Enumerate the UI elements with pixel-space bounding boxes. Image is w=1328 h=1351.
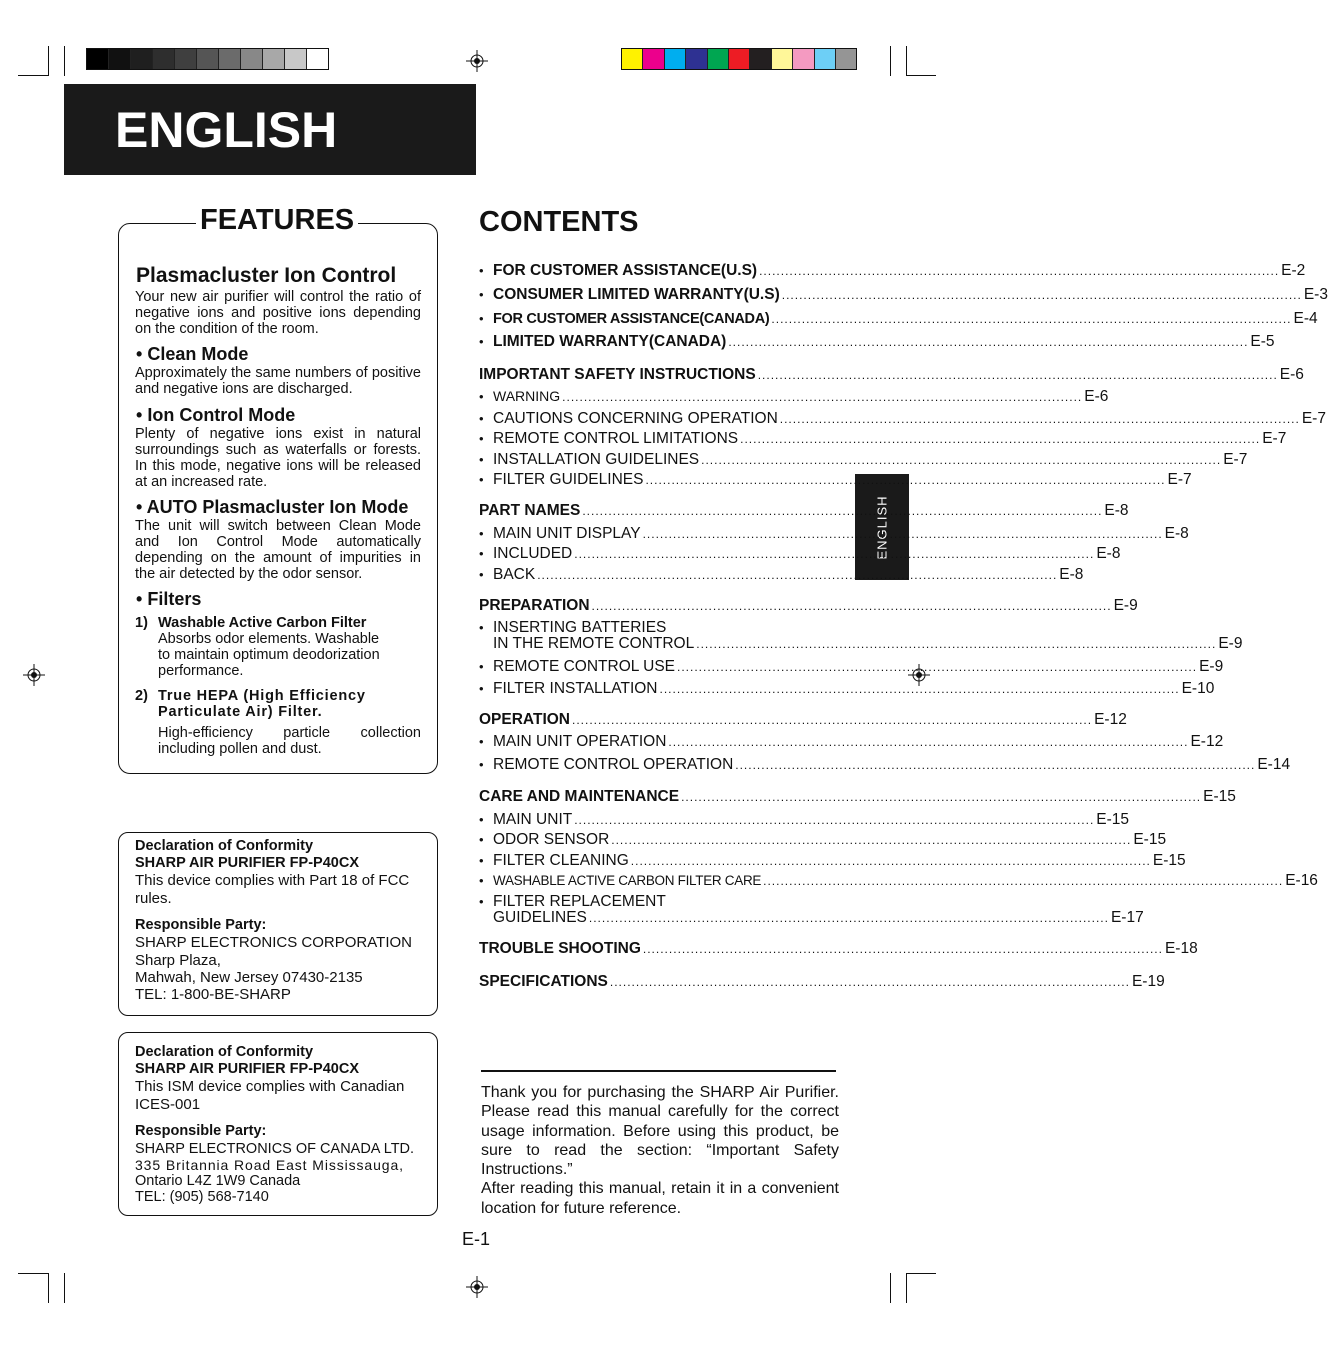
toc-entry-label: PART NAMES (479, 502, 581, 519)
toc-bullet: • (479, 334, 484, 349)
color-calibration-bar (621, 48, 857, 70)
filter-2-number: 2) (135, 688, 148, 704)
toc-row (479, 852, 1186, 870)
color-swatch (835, 49, 856, 69)
toc-entry-label: IN THE REMOTE CONTROL (493, 635, 695, 652)
toc-entry-label: LIMITED WARRANTY(CANADA) (493, 333, 727, 350)
toc-entry-label: INSERTING BATTERIES (493, 619, 667, 636)
toc-row (479, 388, 1109, 406)
declaration-us-address-3: Mahwah, New Jersey 07430-2135 (135, 969, 363, 986)
toc-leader-dots: ........................................................................................................................ (659, 682, 1180, 696)
toc-bullet: • (479, 526, 484, 541)
toc-row (479, 756, 1291, 774)
toc-entry-label: FOR CUSTOMER ASSISTANCE(U.S) (493, 262, 758, 279)
color-swatch (284, 49, 306, 69)
toc-row (479, 525, 1189, 543)
registration-mark-icon (466, 50, 488, 72)
toc-row (479, 788, 1236, 806)
toc-entry-label: BACK (493, 566, 536, 583)
toc-entry-page: E-7 (1301, 410, 1326, 427)
toc-row (479, 680, 1215, 698)
toc-bullet: • (479, 411, 484, 426)
toc-entry-page: E-6 (1084, 388, 1109, 405)
color-swatch (749, 49, 770, 69)
color-swatch (240, 49, 262, 69)
thank-you-paragraph-1: Thank you for purchasing the SHARP Air Purifier. Please read this manual carefully for the correct usage information. Before using this product, be sure to read the section: “Important Safety Instructions.” (481, 1084, 839, 1179)
toc-row (479, 410, 1326, 428)
declaration-canada-address-1: SHARP ELECTRONICS OF CANADA LTD. (135, 1141, 415, 1157)
toc-entry-page: E-17 (1110, 909, 1144, 926)
toc-bullet: • (479, 620, 484, 635)
toc-bullet: • (479, 757, 484, 772)
toc-entry-page: E-18 (1164, 940, 1198, 957)
toc-leader-dots: ........................................................................................................................ (781, 288, 1302, 302)
filter-1-title: Washable Active Carbon Filter (158, 615, 367, 631)
toc-row (479, 502, 1129, 520)
toc-leader-dots: ........................................................................................................................ (757, 368, 1278, 382)
toc-entry-page: E-15 (1203, 788, 1236, 805)
toc-leader-dots: ........................................................................................................................ (588, 911, 1109, 925)
toc-entry-page: E-9 (1218, 635, 1243, 652)
toc-entry-label: TROUBLE SHOOTING (479, 940, 641, 957)
color-swatch (87, 49, 108, 69)
toc-entry-page: E-10 (1181, 680, 1215, 697)
color-swatch (152, 49, 174, 69)
color-swatch (771, 49, 792, 69)
toc-entry-page: E-7 (1167, 471, 1192, 488)
toc-leader-dots: ........................................................................................................................ (609, 975, 1130, 989)
toc-leader-dots: ........................................................................................................................ (562, 390, 1083, 404)
declaration-us-phone: TEL: 1-800-BE-SHARP (135, 986, 291, 1003)
declaration-canada-line1: This ISM device complies with Canadian (135, 1078, 405, 1095)
toc-leader-dots: ........................................................................................................................ (735, 758, 1256, 772)
toc-bullet: • (479, 873, 484, 888)
toc-entry-page: E-9 (1199, 658, 1224, 675)
toc-row (479, 635, 1243, 653)
toc-row (479, 831, 1167, 849)
toc-entry-page: E-12 (1190, 733, 1224, 750)
toc-entry-page: E-19 (1131, 973, 1165, 990)
ion-mode-heading: Ion Control Mode (147, 405, 296, 425)
toc-bullet: • (479, 659, 484, 674)
toc-entry-page: E-7 (1262, 430, 1287, 447)
toc-leader-dots: ........................................................................................................................ (591, 599, 1112, 613)
color-swatch (306, 49, 328, 69)
toc-entry-page: E-2 (1281, 262, 1306, 279)
toc-row (479, 658, 1224, 676)
toc-leader-dots: ........................................................................................................................ (611, 833, 1132, 847)
toc-row (479, 733, 1224, 751)
auto-mode-heading: AUTO Plasmacluster Ion Mode (146, 497, 409, 517)
toc-row (479, 711, 1127, 729)
bullet: • (136, 497, 143, 517)
toc-entry-page: E-16 (1285, 872, 1318, 889)
toc-row (479, 310, 1318, 328)
page-number: E-1 (462, 1229, 491, 1249)
toc-leader-dots: ........................................................................................................................ (779, 412, 1300, 426)
toc-row (479, 811, 1130, 829)
toc-bullet: • (479, 812, 484, 827)
declaration-canada-address-3: Ontario L4Z 1W9 Canada (135, 1173, 301, 1189)
toc-entry-page: E-12 (1094, 711, 1127, 728)
toc-row (479, 430, 1287, 448)
filter-1-text: Absorbs odor elements. Washable to maintain optimum deodorization performance. (158, 631, 380, 679)
toc-entry-label: ODOR SENSOR (493, 831, 610, 848)
toc-bullet: • (479, 681, 484, 696)
toc-leader-dots: ........................................................................................................................ (668, 735, 1189, 749)
toc-entry-page: E-14 (1257, 756, 1291, 773)
toc-entry-label: FILTER GUIDELINES (493, 471, 644, 488)
filter-1-number: 1) (135, 615, 148, 631)
toc-bullet: • (479, 263, 484, 278)
filter-2-text: High-efficiency particle collection including pollen and dust. (158, 725, 421, 757)
toc-row (479, 471, 1192, 489)
toc-row (479, 566, 1084, 584)
side-tab-label: ENGLISH (874, 494, 890, 560)
toc-row (479, 940, 1198, 958)
plasmacluster-heading: Plasmacluster Ion Control (136, 264, 397, 287)
toc-row (479, 286, 1328, 304)
toc-row (479, 366, 1304, 384)
toc-entry-page: E-8 (1164, 525, 1189, 542)
toc-leader-dots: ........................................................................................................................ (574, 547, 1095, 561)
toc-row (479, 597, 1138, 615)
toc-entry-page: E-4 (1293, 310, 1318, 327)
declaration-us-party-label: Responsible Party: (135, 917, 267, 933)
toc-entry-label: MAIN UNIT DISPLAY (493, 525, 641, 542)
bullet: • (136, 405, 143, 425)
toc-entry-page: E-7 (1223, 451, 1248, 468)
declaration-canada-phone: TEL: (905) 568-7140 (135, 1189, 269, 1205)
toc-bullet: • (479, 546, 484, 561)
toc-entry-label: WASHABLE ACTIVE CARBON FILTER CARE (493, 873, 762, 888)
color-swatch (707, 49, 728, 69)
toc-leader-dots: ........................................................................................................................ (759, 264, 1280, 278)
color-swatch (814, 49, 835, 69)
toc-entry-label: CARE AND MAINTENANCE (479, 788, 680, 805)
page-title: ENGLISH (115, 102, 338, 158)
color-swatch (262, 49, 284, 69)
color-swatch (196, 49, 218, 69)
toc-entry-label: PREPARATION (479, 597, 590, 614)
declaration-us-line2: rules. (135, 890, 172, 907)
toc-entry-page: E-6 (1279, 366, 1304, 383)
toc-leader-dots: ........................................................................................................................ (537, 568, 1058, 582)
features-title: FEATURES (196, 204, 358, 237)
toc-bullet: • (479, 311, 484, 326)
declaration-us-address-2: Sharp Plaza, (135, 952, 221, 969)
auto-mode-text: The unit will switch between Clean Mode and Ion Control Mode automatically depending on the amount of impurities in the air detected by the odor sensor. (135, 518, 421, 582)
toc-entry-label: FOR CUSTOMER ASSISTANCE(CANADA) (493, 311, 770, 327)
color-swatch (728, 49, 749, 69)
declaration-canada-title: Declaration of Conformity (135, 1044, 314, 1060)
color-swatch (218, 49, 240, 69)
color-swatch (685, 49, 706, 69)
toc-leader-dots: ........................................................................................................................ (740, 432, 1261, 446)
toc-bullet: • (479, 452, 484, 467)
toc-bullet: • (479, 894, 484, 909)
registration-mark-icon (466, 1276, 488, 1298)
divider (481, 1070, 836, 1072)
clean-mode-heading: Clean Mode (147, 344, 249, 364)
toc-leader-dots: ........................................................................................................................ (574, 813, 1095, 827)
toc-bullet: • (479, 734, 484, 749)
declaration-canada-model: SHARP AIR PURIFIER FP-P40CX (135, 1061, 359, 1077)
toc-bullet: • (479, 832, 484, 847)
toc-leader-dots: ........................................................................................................................ (677, 660, 1198, 674)
toc-bullet: • (479, 472, 484, 487)
toc-row (479, 333, 1275, 351)
toc-entry-page: E-9 (1113, 597, 1138, 614)
toc-entry-label: FILTER REPLACEMENT (493, 893, 666, 910)
color-swatch (622, 49, 642, 69)
toc-entry-label: INCLUDED (493, 545, 573, 562)
color-swatch (130, 49, 152, 69)
bullet: • (136, 589, 143, 609)
toc-leader-dots: ........................................................................................................................ (572, 713, 1093, 727)
clean-mode-text: Approximately the same numbers of positive and negative ions are discharged. (135, 365, 421, 397)
toc-entry-page: E-5 (1250, 333, 1275, 350)
toc-entry-label: GUIDELINES (493, 909, 587, 926)
declaration-us-line1: This device complies with Part 18 of FCC (135, 872, 410, 889)
filter-2-title: True HEPA (High Efficiency Particulate Air) Filter. (158, 688, 366, 720)
toc-leader-dots: ........................................................................................................................ (728, 335, 1249, 349)
thank-you-text (481, 1083, 839, 1218)
declaration-canada-address-2: 335 Britannia Road East Mississauga, (135, 1157, 404, 1173)
plasmacluster-text: Your new air purifier will control the ratio of negative ions and positive ions depending on the condition of the room. (135, 289, 421, 337)
toc-entry-page: E-15 (1152, 852, 1186, 869)
toc-entry-label: IMPORTANT SAFETY INSTRUCTIONS (479, 366, 756, 383)
declaration-us-address-1: SHARP ELECTRONICS CORPORATION (135, 934, 412, 951)
toc-leader-dots: ........................................................................................................................ (630, 854, 1151, 868)
ion-mode-text: Plenty of negative ions exist in natural surroundings such as waterfalls or forests. In this mode, negative ions will be released at an increased rate. (135, 426, 421, 490)
toc-entry-page: E-15 (1133, 831, 1167, 848)
toc-leader-dots: ........................................................................................................................ (642, 942, 1163, 956)
grayscale-calibration-bar (86, 48, 329, 70)
thank-you-paragraph-2: After reading this manual, retain it in a convenient location for future reference. (481, 1180, 839, 1217)
toc-entry-page: E-15 (1096, 811, 1130, 828)
color-swatch (664, 49, 685, 69)
toc-entry-label: INSTALLATION GUIDELINES (493, 451, 700, 468)
toc-entry-label: WARNING (493, 388, 561, 404)
toc-bullet: • (479, 287, 484, 302)
toc-leader-dots: ........................................................................................................................ (681, 790, 1202, 804)
registration-mark-icon (23, 664, 45, 686)
toc-bullet: • (479, 389, 484, 404)
declaration-us-model: SHARP AIR PURIFIER FP-P40CX (135, 855, 359, 871)
declaration-canada-line2: ICES-001 (135, 1096, 201, 1113)
toc-row (479, 262, 1306, 280)
bullet: • (136, 344, 143, 364)
toc-entry-label: CONSUMER LIMITED WARRANTY(U.S) (493, 286, 780, 303)
toc-bullet: • (479, 431, 484, 446)
toc-entry-page: E-8 (1059, 566, 1084, 583)
toc-leader-dots: ........................................................................................................................ (771, 312, 1292, 326)
toc-row (479, 909, 1144, 927)
toc-entry-label: CAUTIONS CONCERNING OPERATION (493, 410, 778, 427)
toc-bullet: • (479, 567, 484, 582)
toc-entry-label: FILTER CLEANING (493, 852, 629, 869)
toc-bullet: • (479, 853, 484, 868)
color-swatch (108, 49, 130, 69)
toc-entry-label: MAIN UNIT (493, 811, 573, 828)
toc-entry-page: E-3 (1303, 286, 1328, 303)
toc-leader-dots: ........................................................................................................................ (696, 637, 1217, 651)
contents-title: CONTENTS (479, 206, 639, 238)
toc-entry-page: E-8 (1096, 545, 1121, 562)
declaration-canada-party-label: Responsible Party: (135, 1123, 267, 1139)
toc-entry-label: REMOTE CONTROL USE (493, 658, 675, 675)
toc-entry-label: OPERATION (479, 711, 570, 728)
toc-row (479, 545, 1121, 563)
color-swatch (174, 49, 196, 69)
toc-leader-dots: ........................................................................................................................ (645, 473, 1166, 487)
toc-leader-dots: ........................................................................................................................ (763, 874, 1284, 888)
toc-entry-label: REMOTE CONTROL LIMITATIONS (493, 430, 739, 447)
color-swatch (792, 49, 813, 69)
toc-row (479, 973, 1165, 991)
color-swatch (642, 49, 663, 69)
toc-leader-dots: ........................................................................................................................ (582, 504, 1103, 518)
toc-entry-label: REMOTE CONTROL OPERATION (493, 756, 734, 773)
toc-entry-label: FILTER INSTALLATION (493, 680, 658, 697)
toc-row (479, 451, 1248, 469)
toc-row (479, 872, 1318, 890)
toc-leader-dots: ........................................................................................................................ (642, 527, 1163, 541)
toc-entry-label: SPECIFICATIONS (479, 973, 608, 990)
declaration-us-title: Declaration of Conformity (135, 838, 314, 854)
toc-leader-dots: ........................................................................................................................ (701, 453, 1222, 467)
filters-heading: Filters (147, 589, 202, 609)
toc-entry-label: MAIN UNIT OPERATION (493, 733, 667, 750)
toc-entry-page: E-8 (1104, 502, 1129, 519)
